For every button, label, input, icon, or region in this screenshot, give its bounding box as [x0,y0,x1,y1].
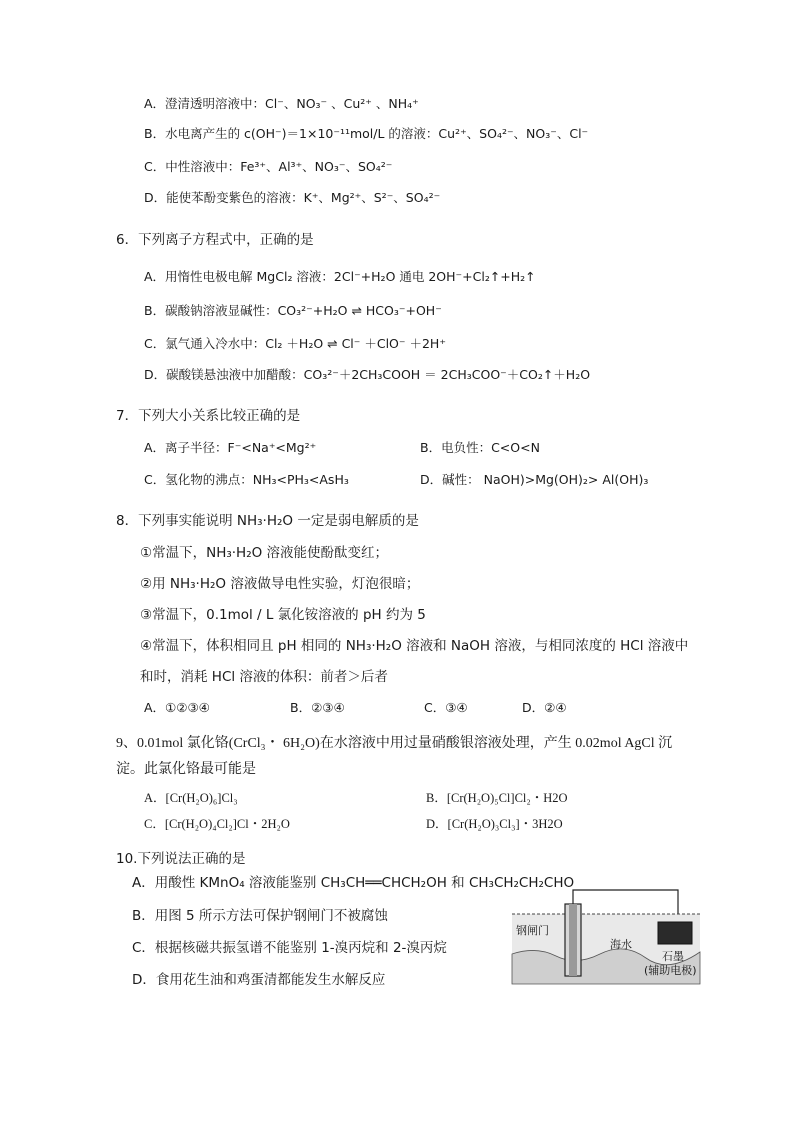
seawater-label: 海水 [610,938,632,951]
q9-option-c: C．[Cr(H₂O)₄Cl₂]Cl・2H₂O [144,817,290,831]
q7-stem: 7．下列大小关系比较正确的是 [116,408,301,424]
q8-options-row [144,700,704,716]
q9-option-d: D．[Cr(H₂O)₃Cl₃]・3H2O [426,817,563,831]
q8-statement-4b: 和时，消耗 HCl 溶液的体积：前者＞后者 [140,669,388,685]
auxiliary-electrode-label: (辅助电极) [644,964,697,977]
q5-option-a: A．澄清透明溶液中：Cl⁻、NO₃⁻ 、Cu²⁺ 、NH₄⁺ [144,96,419,111]
q9-stem-line-1: 9、0.01mol 氯化铬(CrCl₃・ 6H₂O)在水溶液中用过量硝酸银溶液处理，产生 0.02mol AgCl 沉 [116,736,673,751]
q6-option-d: D．碳酸镁悬浊液中加醋酸：CO₃²⁻＋2CH₃COOH ＝ 2CH₃COO⁻＋CO₂↑＋H₂O [144,367,591,382]
q10-stem: 10.下列说法正确的是 [116,851,246,867]
q8-statement-1: ①常温下，NH₃·H₂O 溶液能使酚酞变红； [140,545,389,561]
q7-option-a: A．离子半径：F⁻<Na⁺<Mg²⁺ [144,440,317,455]
q6-option-c: C．氯气通入冷水中：Cl₂ ＋H₂O ⇌ Cl⁻ ＋ClO⁻ ＋2H⁺ [144,336,446,351]
q9-option-b: B．[Cr(H₂O)₅Cl]Cl₂・H2O [426,791,568,805]
q7-option-c: C．氢化物的沸点：NH₃<PH₃<AsH₃ [144,472,349,487]
q5-option-c: C．中性溶液中：Fe³⁺、Al³⁺、NO₃⁻、SO₄²⁻ [144,159,393,174]
q7-option-b: B．电负性：C<O<N [420,440,540,455]
q10-option-d: D．食用花生油和鸡蛋清都能发生水解反应 [132,972,386,988]
q8-statement-3: ③常温下，0.1mol / L 氯化铵溶液的 pH 约为 5 [140,607,426,623]
figure-5-diagram [506,884,704,988]
q10-option-a: A．用酸性 KMnO₄ 溶液能鉴别 CH₃CH══CHCH₂OH 和 CH₃CH₂CH₂CHO [132,875,575,891]
q5-option-d: D．能使苯酚变紫色的溶液：K⁺、Mg²⁺、S²⁻、SO₄²⁻ [144,190,441,205]
q10-option-b: B．用图 5 所示方法可保护钢闸门不被腐蚀 [132,908,388,924]
q7-options-row-1 [144,440,704,456]
graphite-label: 石墨 [662,950,684,963]
steel-gate-core [569,904,577,976]
q8-option-c: C．③④ [424,700,468,715]
q8-statement-4a: ④常温下，体积相同且 pH 相同的 NH₃·H₂O 溶液和 NaOH 溶液，与相同浓度的 HCl 溶液中 [140,638,689,654]
q8-option-b: B．②③④ [290,700,345,715]
q8-option-d: D．②④ [522,700,567,715]
q9-options-row-1 [144,790,704,806]
q7-option-d: D．碱性： NaOH)>Mg(OH)₂> Al(OH)₃ [420,472,649,487]
q5-option-b: B．水电离产生的 c(OH⁻)＝1×10⁻¹¹mol/L 的溶液：Cu²⁺、SO₄²⁻、NO₃⁻、Cl⁻ [144,126,589,141]
q8-stem: 8．下列事实能说明 NH₃·H₂O 一定是弱电解质的是 [116,513,419,529]
gate-label: 钢闸门 [516,924,549,937]
q8-statement-2: ②用 NH₃·H₂O 溶液做导电性实验，灯泡很暗； [140,576,420,592]
q6-option-b: B．碳酸钠溶液显碱性：CO₃²⁻+H₂O ⇌ HCO₃⁻+OH⁻ [144,303,442,318]
q9-stem-line-2: 淀。此氯化铬最可能是 [116,762,256,777]
q8-option-a: A．①②③④ [144,700,210,715]
q6-option-a: A．用惰性电极电解 MgCl₂ 溶液：2Cl⁻+H₂O 通电 2OH⁻+Cl₂↑+H₂↑ [144,269,536,284]
q9-option-a: A．[Cr(H₂O)₆]Cl₃ [144,791,238,805]
q9-options-row-2 [144,816,704,832]
q6-stem: 6．下列离子方程式中，正确的是 [116,232,314,248]
q10-option-c: C．根据核磁共振氢谱不能鉴别 1-溴丙烷和 2-溴丙烷 [132,940,447,956]
q7-options-row-2 [144,472,704,488]
graphite-electrode [658,922,692,944]
